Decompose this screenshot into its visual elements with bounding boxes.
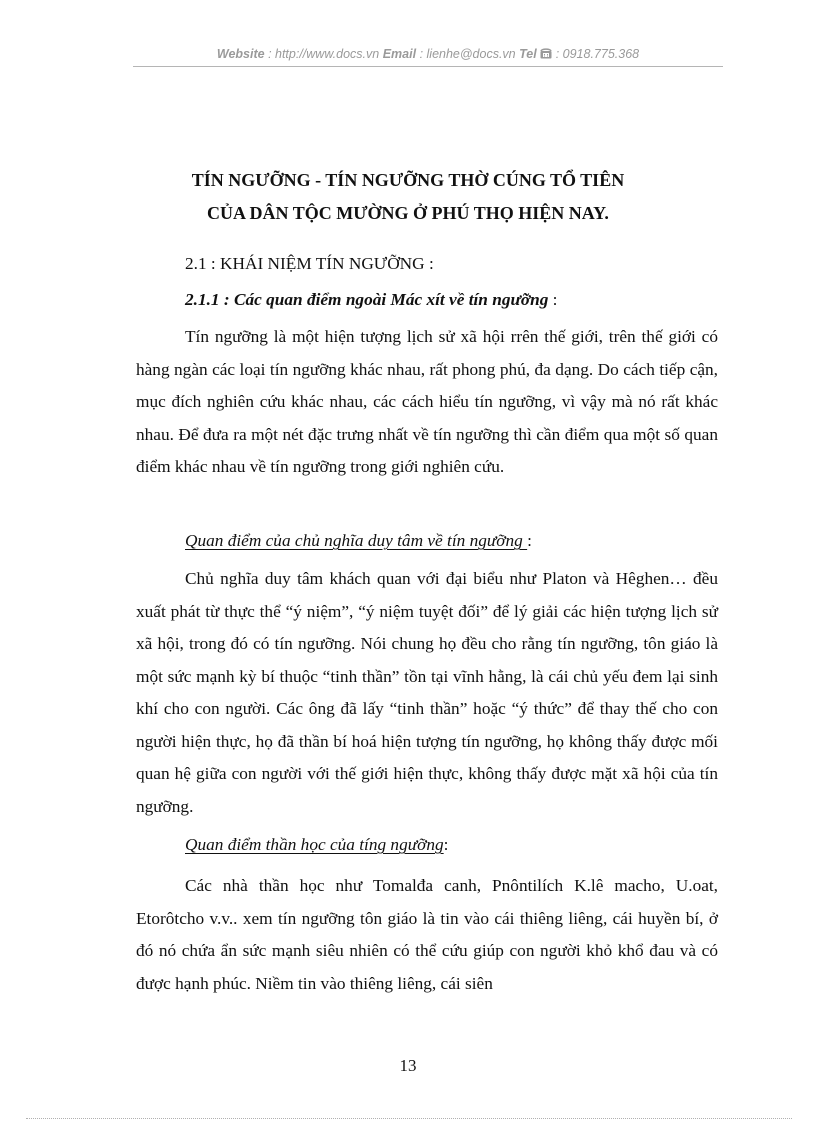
paragraph-1: Tín ngưỡng là một hiện tượng lịch sử xã hội rrên thế giới, trên thế giới có hàng ngàn các loại tín ngưỡng khác nhau, rất phong phú, đa dạng. Do cách tiếp cận, mục đích nghiên cứu khác nhau, các cách hiểu tín ngưỡng, vì vậy mà nó rất khác nhau. Để đưa ra một nét đặc trưng nhất về tín ngưỡng thì cần điểm qua một số quan điểm khác nhau về tín ngưỡng trong giới nghiên cứu. <box>136 327 718 476</box>
heading-theology-suffix: : <box>443 835 449 854</box>
document-title-line-1: TÍN NGƯỠNG - TÍN NGƯỠNG THỜ CÚNG TỔ TIÊN <box>191 170 625 190</box>
paragraph-2: Chủ nghĩa duy tâm khách quan với đại biểu như Platon và Hêghen… đều xuất phát từ thực thể “ý niệm”, “ý niệm tuyệt đối” để lý giải các hiện tượng lịch sử xã hội, trong đó có tín ngưỡng. Nói chung họ đều cho rằng tín ngưỡng, tôn giáo là một sức mạnh kỳ bí thuộc “tinh thần” tồn tại vĩnh hằng, là cái chủ yếu đem lại sinh khí cho con người. Các ông đã lấy “tinh thần” hoặc “ý thức” để thay thế cho con người hiện thực, họ đã thần bí hoá hiện tượng tín ngưỡng, họ không thấy được mối quan hệ giữa con người với thế giới hiện thực, không thấy được mặt xã hội của tín ngưỡng. <box>136 569 718 816</box>
heading-theology-text: Quan điểm thần học của tíng ngưỡng <box>185 835 444 854</box>
paragraph-3: Các nhà thần học như Tomalđa canh, Pnôntilích K.lê macho, U.oat, Etorôtcho v.v.. xem tín ngưỡng tôn giáo là tin vào cái thiêng liêng, cái huyền bí, ở đó nó chứa ẩn sức mạnh siêu nhiên có thể cứu giúp con người khỏ khổ đau và có được hạnh phúc. Niềm tin vào thiêng liêng, cái siên <box>136 876 718 993</box>
email-link[interactable]: : lienhe@docs.vn <box>419 47 516 61</box>
heading-idealism-suffix: : <box>527 531 532 550</box>
phone-icon <box>540 47 552 61</box>
heading-theology-view <box>136 829 718 862</box>
subsection-suffix: : <box>548 290 558 309</box>
tel-value: : 0918.775.368 <box>555 47 640 61</box>
section-heading: 2.1 : KHÁI NIỆM TÍN NGƯỠNG : <box>185 254 434 273</box>
subsection-heading <box>136 284 718 317</box>
heading-idealism-view <box>136 525 718 558</box>
footer-divider <box>26 1118 792 1119</box>
document-title-line-2: CỦA DÂN TỘC MƯỜNG Ở PHÚ THỌ HIỆN NAY. <box>207 203 609 223</box>
header-divider <box>133 66 723 67</box>
website-link[interactable]: : http://www.docs.vn <box>268 47 380 61</box>
page-number: 13 <box>399 1056 417 1075</box>
subsection-title: 2.1.1 : Các quan điểm ngoài Mác xít về tín ngưỡng <box>185 290 549 309</box>
email-label: Email <box>382 47 417 61</box>
site-header <box>133 47 723 61</box>
tel-label: Tel <box>519 47 537 61</box>
website-label: Website <box>216 47 265 61</box>
heading-idealism-text: Quan điểm của chủ nghĩa duy tâm về tín ngưỡng <box>185 531 528 550</box>
